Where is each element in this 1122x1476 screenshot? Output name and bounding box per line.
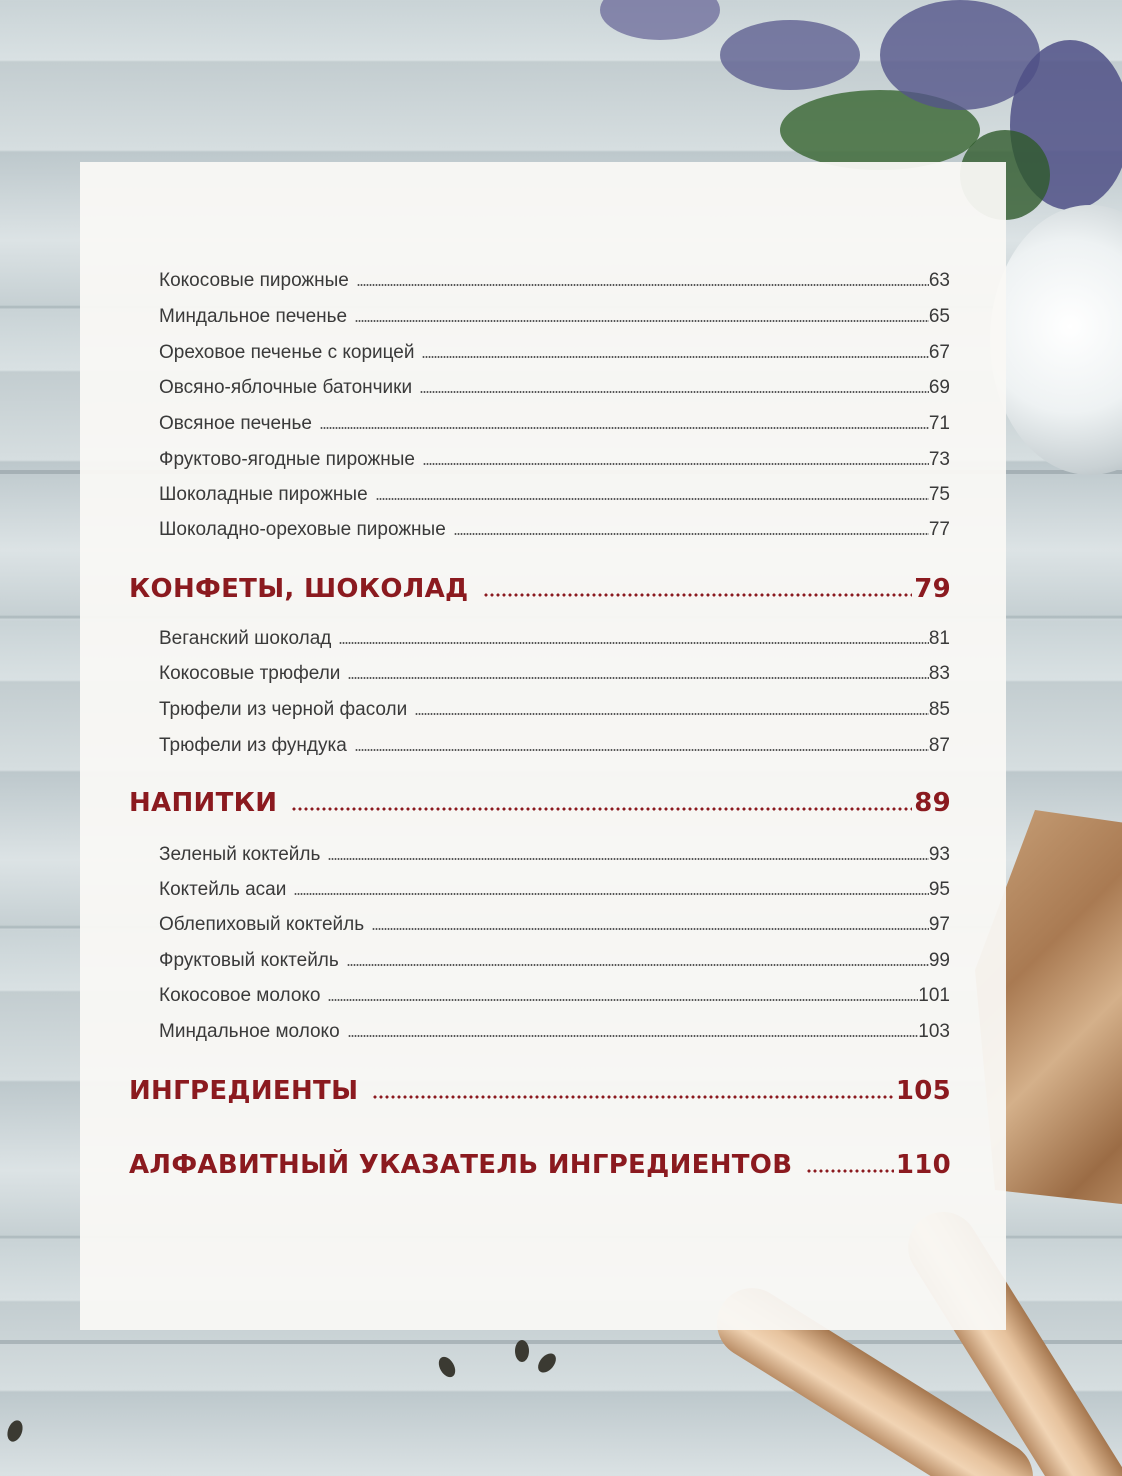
toc-entry	[159, 476, 950, 506]
toc-entry-page: 103	[918, 1021, 950, 1042]
toc-entry-page: 95	[928, 879, 950, 900]
toc-entry	[159, 620, 950, 650]
toc-entry	[159, 334, 950, 364]
toc-entry	[159, 405, 950, 435]
toc-entry	[159, 727, 950, 757]
toc-entry-title: Шоколадно-ореховые пирожные	[159, 519, 446, 540]
dot-leader	[347, 964, 929, 966]
dot-leader	[372, 928, 929, 930]
toc-entry-title: Кокосовые пирожные	[159, 270, 349, 291]
toc-entry-title: Шоколадные пирожные	[159, 484, 368, 505]
seed-decoration	[5, 1418, 26, 1443]
dot-leader	[415, 713, 929, 715]
section-title: ИНГРЕДИЕНТЫ	[129, 1076, 359, 1106]
toc-entry-title: Миндальное печенье	[159, 306, 348, 327]
toc-entry	[159, 691, 950, 721]
toc-entry-title: Миндальное молоко	[159, 1021, 340, 1042]
dot-leader	[423, 463, 929, 465]
dot-leader	[420, 391, 929, 393]
toc-entry	[159, 262, 950, 292]
dot-leader	[348, 677, 928, 679]
toc-entry-page: 99	[928, 950, 950, 971]
section-title: КОНФЕТЫ, ШОКОЛАД	[129, 574, 469, 604]
toc-entry	[159, 906, 950, 936]
seed-decoration	[515, 1340, 529, 1362]
section-page: 105	[895, 1076, 951, 1106]
dot-leader	[320, 427, 929, 429]
toc-entry-title: Веганский шоколад	[159, 628, 332, 649]
dot-leader	[328, 999, 918, 1001]
dot-leader	[294, 893, 929, 895]
toc-entry-title: Овсяно-яблочные батончики	[159, 377, 413, 398]
toc-entry-page: 69	[928, 377, 950, 398]
toc-entry	[159, 1013, 950, 1043]
toc-entry-page: 81	[928, 628, 950, 649]
toc-entry	[159, 977, 950, 1007]
dot-leader	[806, 1169, 893, 1173]
toc-entry-title: Коктейль асаи	[159, 879, 287, 900]
toc-entry	[159, 942, 950, 972]
dot-leader	[454, 533, 929, 535]
toc-entry-page: 87	[928, 735, 950, 756]
toc-entry-page: 85	[928, 699, 950, 720]
toc-entry-title: Ореховое печенье с корицей	[159, 342, 415, 363]
seed-decoration	[435, 1354, 458, 1380]
toc-entry-page: 101	[918, 985, 950, 1006]
dot-leader	[372, 1095, 893, 1099]
toc-entry-page: 67	[928, 342, 950, 363]
toc-entry-page: 71	[928, 413, 950, 434]
dot-leader	[355, 320, 929, 322]
section-page: 110	[895, 1150, 951, 1180]
toc-entry-page: 73	[928, 449, 950, 470]
toc-entry-page: 97	[928, 914, 950, 935]
toc-entry-title: Фруктово-ягодные пирожные	[159, 449, 415, 470]
toc-entry-title: Кокосовые трюфели	[159, 663, 341, 684]
toc-section-heading	[129, 1140, 951, 1180]
toc-entry	[159, 871, 950, 901]
toc-section-heading	[129, 564, 951, 604]
toc-entry	[159, 655, 950, 685]
toc-entry-title: Трюфели из черной фасоли	[159, 699, 408, 720]
toc-entry-title: Фруктовый коктейль	[159, 950, 339, 971]
dot-leader	[328, 858, 928, 860]
toc-entry	[159, 441, 950, 471]
toc-entry-title: Зеленый коктейль	[159, 844, 321, 865]
toc-entry	[159, 298, 950, 328]
toc-entry	[159, 511, 950, 541]
dot-leader	[422, 356, 928, 358]
dot-leader	[291, 807, 912, 811]
wood-plank-seam	[0, 1340, 1122, 1344]
section-page: 89	[914, 788, 951, 818]
dot-leader	[339, 642, 929, 644]
section-title: АЛФАВИТНЫЙ УКАЗАТЕЛЬ ИНГРЕДИЕНТОВ	[129, 1150, 793, 1180]
dot-leader	[348, 1035, 919, 1037]
toc-card	[80, 162, 1006, 1330]
toc-entry-title: Овсяное печенье	[159, 413, 313, 434]
section-page: 79	[914, 574, 951, 604]
toc-entry	[159, 836, 950, 866]
toc-entry-page: 75	[928, 484, 950, 505]
toc-entry-page: 93	[928, 844, 950, 865]
toc-section-heading	[129, 1066, 951, 1106]
toc-entry-title: Трюфели из фундука	[159, 735, 347, 756]
toc-entry-title: Облепиховый коктейль	[159, 914, 365, 935]
toc-entry-page: 77	[928, 519, 950, 540]
toc-section-heading	[129, 778, 951, 818]
salt-bowl-decoration	[990, 205, 1122, 475]
toc-entry-page: 63	[928, 270, 950, 291]
toc-entry	[159, 369, 950, 399]
dot-leader	[355, 749, 929, 751]
seed-decoration	[535, 1350, 560, 1376]
toc-entry-page: 65	[928, 306, 950, 327]
toc-entry-title: Кокосовое молоко	[159, 985, 321, 1006]
section-title: НАПИТКИ	[129, 788, 278, 818]
dot-leader	[357, 284, 929, 286]
dot-leader	[376, 498, 929, 500]
dot-leader	[483, 593, 913, 597]
toc-entry-page: 83	[928, 663, 950, 684]
